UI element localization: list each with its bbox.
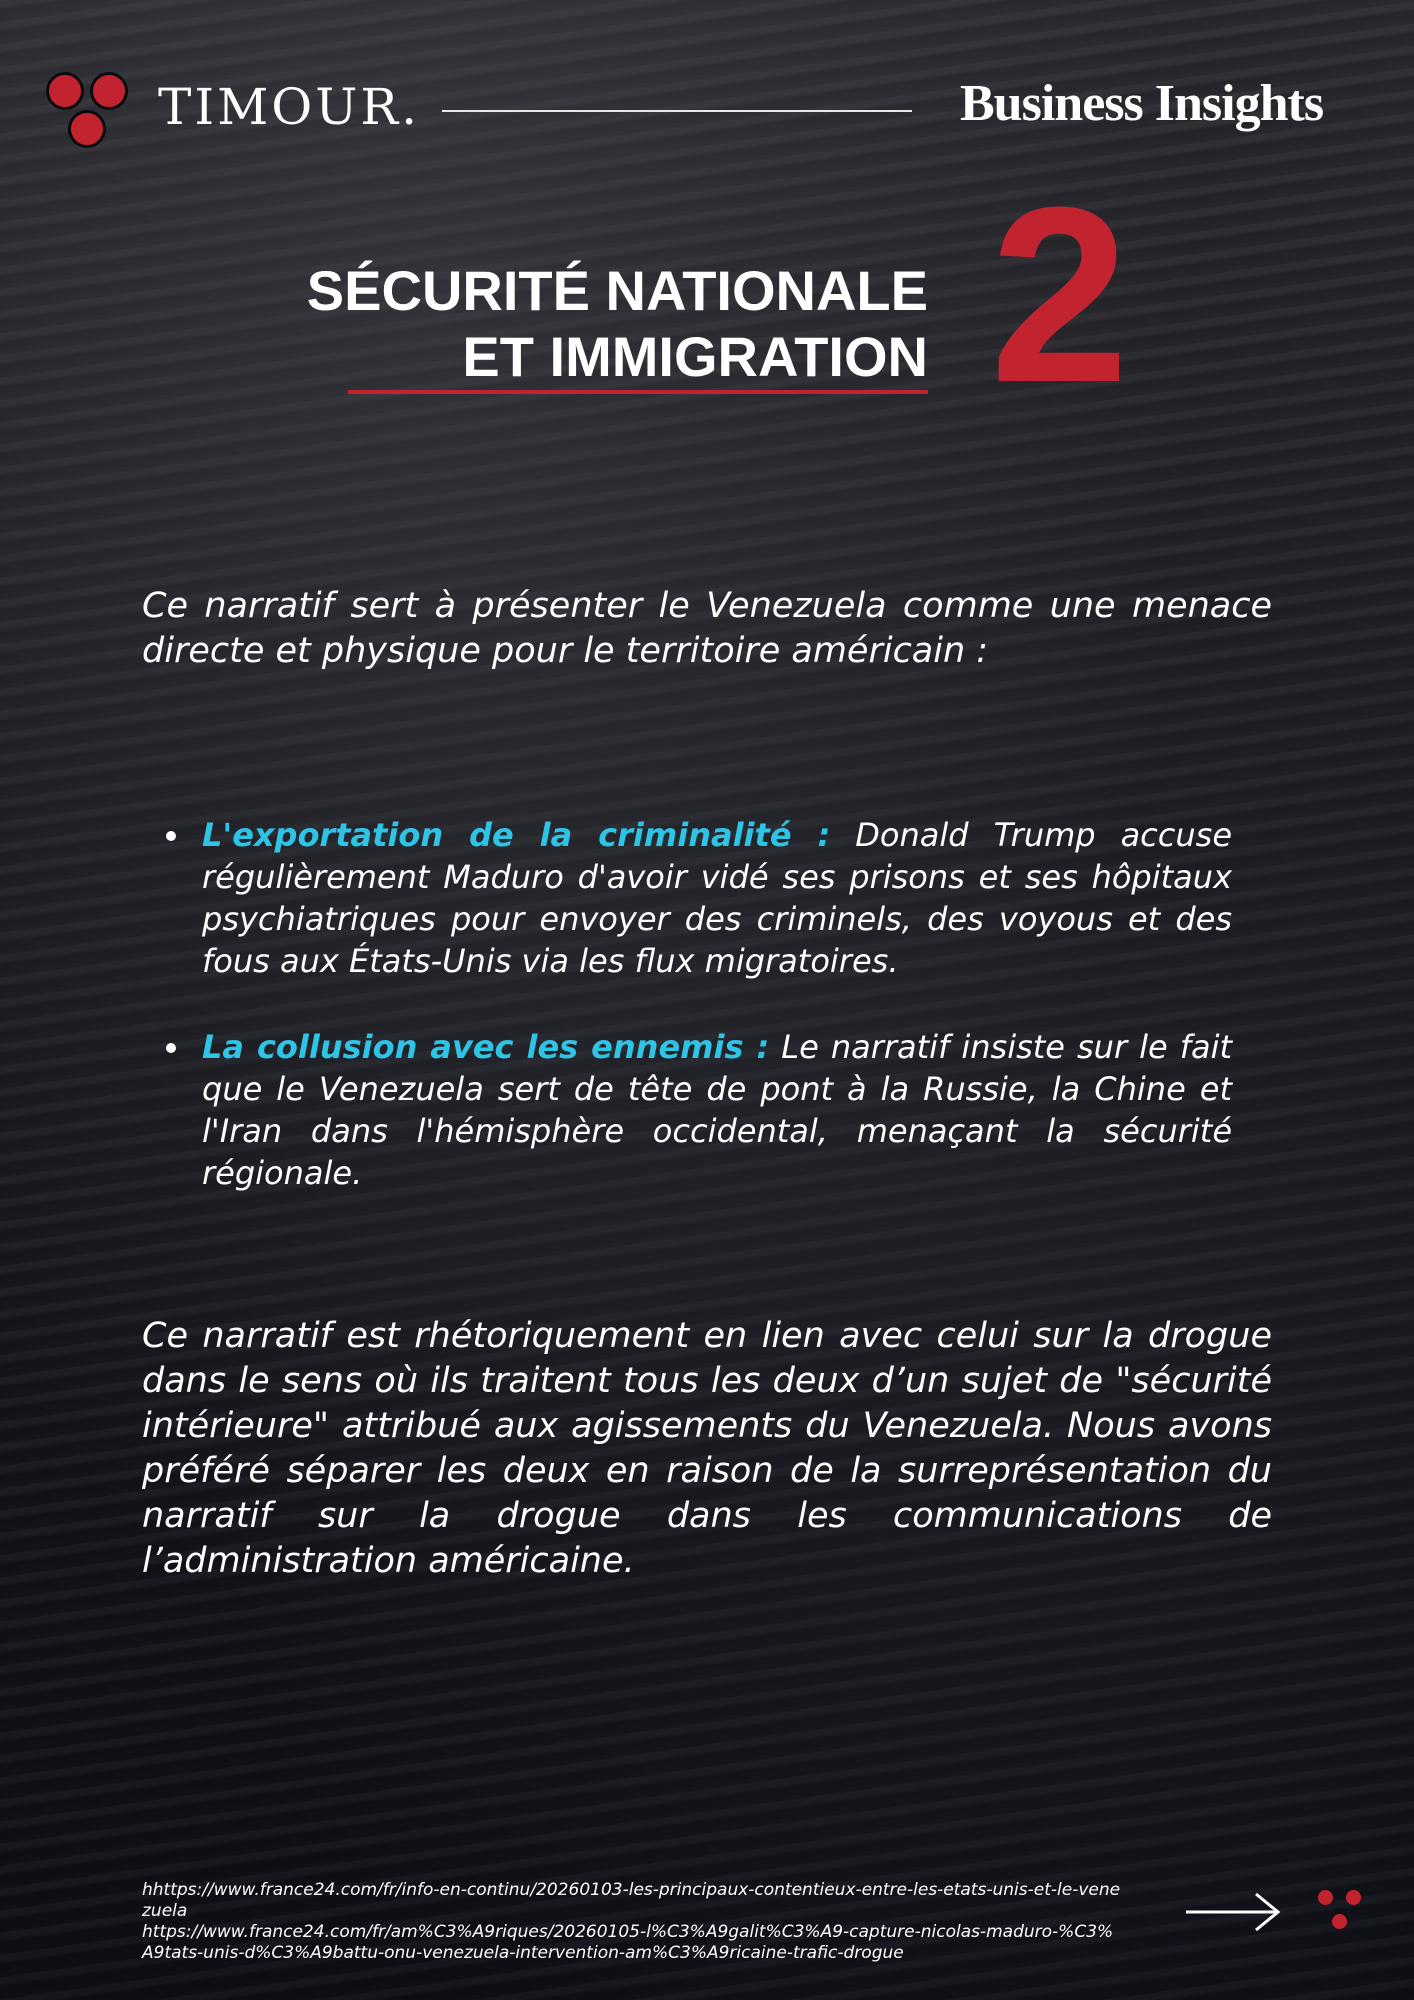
section-number: 2 [990,155,1130,434]
title-underline [348,390,928,394]
outro-paragraph: Ce narratif est rhétoriquement en lien avec celui sur la drogue dans le sens où ils traitent tous les deux d’un sujet de "sécurité intérieure" attribué aux agissements du Venezuela. Nous avons préféré séparer les deux en raison de la surreprésentation du narratif sur la drogue dans les communications de l’administration américaine. [142,1316,1272,1581]
source-link[interactable]: hhttps://www.france24.com/fr/info-en-continu/20260103-les-principaux-contentieux-entre-les-etats-unis-et-le-venezuela [142,1880,1121,1921]
footer-logo-icon [1316,1888,1366,1934]
section-title-line1: SÉCURITÉ NATIONALE [306,259,928,322]
sources [142,1880,1122,1964]
header-divider [442,110,912,112]
section-title-line2: ET IMMIGRATION [462,325,928,388]
next-arrow-icon[interactable] [1184,1890,1282,1934]
bullet-text: Le narratif insiste sur le fait que le Venezuela sert de tête de pont à la Russie, la Chine et l'Iran dans l'hémisphère occidental, menaçant la sécurité régionale. [202,1028,1233,1192]
intro-paragraph: Ce narratif sert à présenter le Venezuela comme une menace directe et physique pour le territoire américain : [142,586,1272,671]
list-item [142,814,1232,982]
bullet-text: Donald Trump accuse régulièrement Maduro d'avoir vidé ses prisons et ses hôpitaux psychiatriques pour envoyer des criminels, des voyous et des fous aux États-Unis via les flux migratoires. [202,816,1233,980]
bullet-key: La collusion avec les ennemis : [202,1028,770,1066]
bullet-key: L'exportation de la criminalité : [202,816,831,854]
bullet-list [142,814,1232,1238]
source-link[interactable]: https://www.france24.com/fr/am%C3%A9riques/20260105-l%C3%A9galit%C3%A9-capture-nicolas-maduro-%C3%A9tats-unis-d%C3%A9battu-onu-venezuela-intervention-am%C3%A9ricaine-trafic-drogue [142,1922,1114,1963]
list-item [142,1026,1232,1194]
timour-logo-icon [46,72,132,148]
bullet-icon [166,1043,176,1053]
brand-name: TIMOUR. [158,78,420,136]
publication-title: Business Insights [960,75,1324,132]
bullet-icon [166,831,176,841]
section-title [307,258,928,390]
